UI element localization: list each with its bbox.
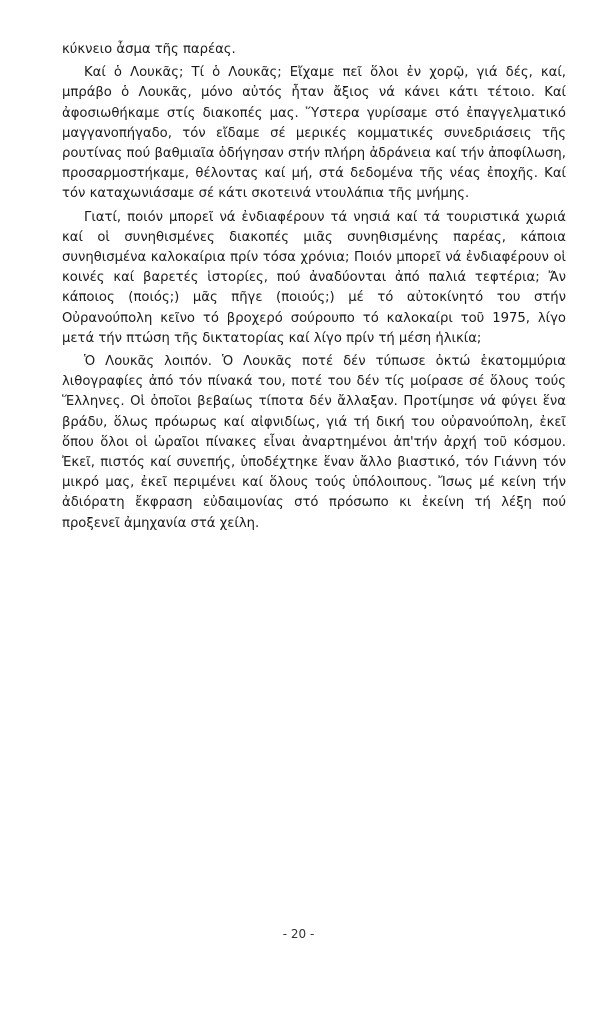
body-text: [62, 40, 566, 537]
paragraph: Γιατί, ποιόν μπορεῖ νά ἐνδιαφέρουν τά νησιά καί τά τουριστικά χωριά καί οἱ συνηθισμένες διακοπές μιᾶς συνηθισμένης παρέας, κάποια συνηθισμένα καλοκαίρια πρίν τόσα χρόνια; Ποιόν μπορεῖ νά ἐνδιαφέρουν οἱ κοινές καί βαρετές ἱστορίες, πού ἀναδύονται ἀπό παλιά τεφτέρια; Ἄν κάποιος (ποιός;) μᾶς πῆγε (ποιούς;) μέ τό αὐτοκίνητό του στήν Οὐρανούπολη κεῖνο τό βροχερό σούρουπο τό καλοκαίρι τοῦ 1975, λίγο μετά τήν πτώση τῆς δικτατορίας καί λίγο πρίν τή μέση ἡλικία;: [62, 209, 566, 346]
page-number: - 20 -: [282, 927, 315, 941]
paragraph: Καί ὁ Λουκᾶς; Τί ὁ Λουκᾶς; Εἴχαμε πεῖ ὅλοι ἐν χορῷ, γιά δές, καί, μπράβο ὁ Λουκᾶς, μόνο αὐτός ἦταν ἄξιος νά κάνει κάτι τέτοιο. Καί ἀφοσιωθήκαμε στίς διακοπές μας. Ὕστερα γυρίσαμε στό ἐπαγγελματικό μαγγανοπήγαδο, τόν εἴδαμε σέ μερικές κομματικές συνεδριάσεις τῆς ρουτίνας πού βαθμιαῖα ὁδήγησαν στήν πλήρη ἀδράνεια καί τήν ἀποφίλωση, προσαρμοστήκαμε, θέλοντας καί μή, στά δεδομένα τῆς νέας ἐποχῆς. Καί τόν καταχωνιάσαμε σέ κάτι σκοτεινά ντουλάπια τῆς μνήμης.: [62, 65, 566, 202]
paragraph: Ὁ Λουκᾶς λοιπόν. Ὁ Λουκᾶς ποτέ δέν τύπωσε ὀκτώ ἑκατομμύρια λιθογραφίες ἀπό τόν πίνακά του, ποτέ του δέν τίς μοίρασε σέ ὅλους τούς Ἕλληνες. Οἱ ὁποῖοι βεβαίως τίποτα δέν ἄλλαξαν. Προτίμησε νά φύγει ἕνα βράδυ, ὅλως πρόωρως καί αἰφνιδίως, γιά τή δική του οὐρανούπολη, ἐκεῖ ὅπου ὅλοι οἱ ὡραῖοι πίνακες εἶναι ἀναρτημένοι ἀπ'τήν ἀρχή τοῦ κόσμου. Ἐκεῖ, πιστός καί συνεπής, ὑποδέχτηκε ἕναν ἄλλο βιαστικό, τόν Γιάννη τόν μικρό μας, ἐκεῖ περιμένει καί ὅλους τούς ὑπόλοιπους. Ἴσως μέ κείνη τήν ἀδιόρατη ἔκφραση εὐδαιμονίας στό πρόσωπο κι ἐκείνη τή λέξη πού προξενεῖ ἀμηχανία στά χείλη.: [62, 354, 566, 531]
paragraph-continuation: κύκνειο ἆσμα τῆς παρέας.: [62, 42, 236, 57]
